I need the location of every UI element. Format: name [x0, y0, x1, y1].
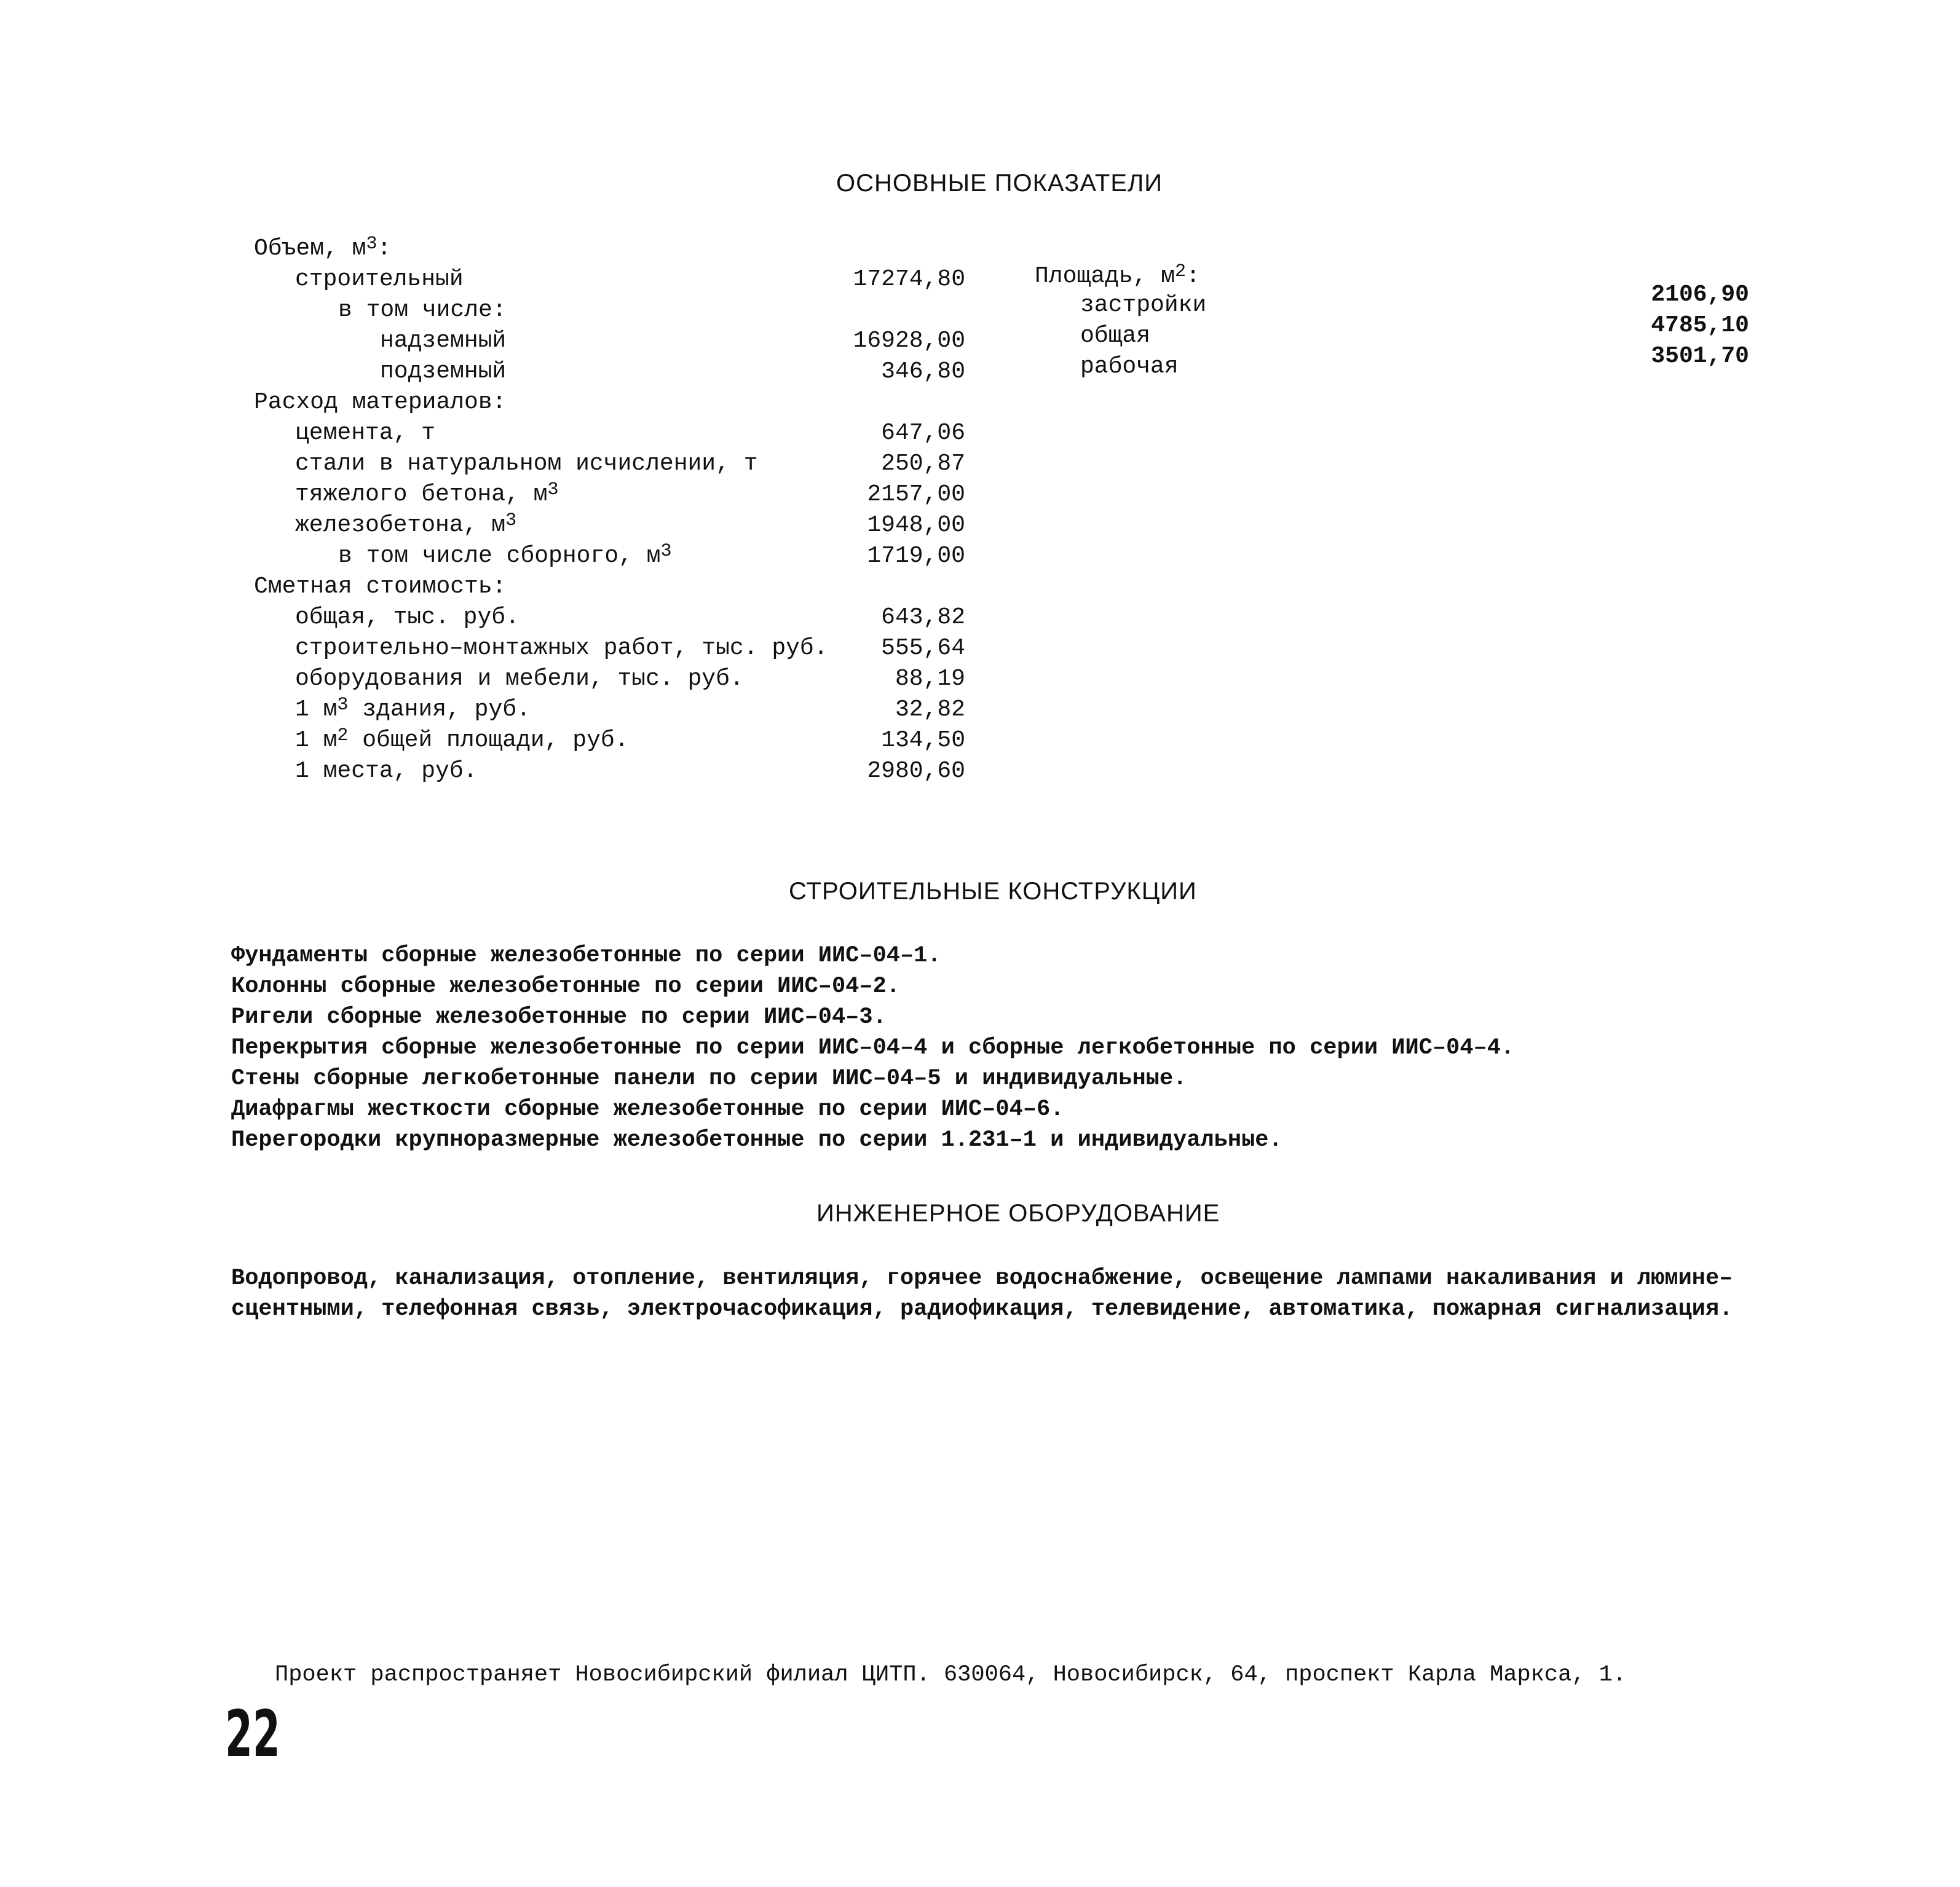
area-built-up-label: застройки — [1080, 292, 1207, 318]
materials-steel-label: стали в натуральном исчислении, т — [295, 451, 758, 477]
construction-line: Колонны сборные железобетонные по серии ИИС–04–2. — [231, 974, 900, 999]
area-label: Площадь, $м^2$: — [1035, 261, 1200, 290]
construction-line: Ригели сборные железобетонные по серии ИИС–04–3. — [231, 1004, 887, 1030]
cost-total-label: общая, тыс. руб. — [295, 604, 520, 631]
volume-above-ground-value: 16928,00 — [853, 328, 965, 354]
volume-above-ground-label: надземный — [380, 328, 507, 354]
cost-equipment-value: 88,19 — [895, 666, 965, 692]
area-working-label: рабочая — [1080, 353, 1179, 380]
materials-heavy-concrete-label: тяжелого бетона, $м^3$ — [295, 479, 559, 508]
volume-construction-label: строительный — [295, 266, 464, 293]
materials-steel-value: 250,87 — [881, 451, 965, 477]
area-total-label: общая — [1080, 323, 1151, 349]
materials-reinforced-concrete-value: 1948,00 — [867, 512, 965, 538]
engineering-heading: ИНЖЕНЕРНОЕ ОБОРУДОВАНИЕ — [816, 1200, 1220, 1227]
materials-prefab-value: 1719,00 — [867, 543, 965, 569]
volume-including-label: в том числе: — [338, 297, 507, 323]
construction-line: Диафрагмы жесткости сборные железобетонные по серии ИИС–04–6. — [231, 1097, 1064, 1122]
materials-reinforced-concrete-label: железобетона, $м^3$ — [295, 510, 517, 538]
cost-per-place-value: 2980,60 — [867, 758, 965, 784]
materials-heavy-concrete-value: 2157,00 — [867, 481, 965, 508]
cost-construction-work-label: строительно–монтажных работ, тыс. руб. — [295, 635, 828, 661]
construction-line: Перекрытия сборные железобетонные по серии ИИС–04–4 и сборные легкобетонные по серии ИИС–04–4. — [231, 1035, 1515, 1061]
construction-line: Фундаменты сборные железобетонные по серии ИИС–04–1. — [231, 943, 941, 969]
cost-per-m3-value: 32,82 — [895, 696, 965, 723]
cost-per-place-label: 1 места, руб. — [295, 758, 478, 784]
construction-line: Перегородки крупноразмерные железобетонные по серии 1.231–1 и индивидуальные. — [231, 1127, 1282, 1153]
main-indicators-heading: ОСНОВНЫЕ ПОКАЗАТЕЛИ — [836, 170, 1163, 197]
constructions-heading: СТРОИТЕЛЬНЫЕ КОНСТРУКЦИИ — [789, 878, 1197, 905]
engineering-line: Водопровод, канализация, отопление, вентиляция, горячее водоснабжение, освещение лампами накаливания и люмине– — [231, 1266, 1733, 1291]
materials-cement-value: 647,06 — [881, 420, 965, 446]
cost-per-m3-label: 1 $м^3$ здания, руб. — [295, 695, 531, 723]
cost-construction-work-value: 555,64 — [881, 635, 965, 661]
construction-line: Стены сборные легкобетонные панели по серии ИИС–04–5 и индивидуальные. — [231, 1066, 1187, 1092]
cost-equipment-label: оборудования и мебели, тыс. руб. — [295, 666, 744, 692]
volume-underground-label: подземный — [380, 358, 507, 385]
materials-cement-label: цемента, т — [295, 420, 436, 446]
cost-per-m2-value: 134,50 — [881, 727, 965, 754]
materials-prefab-label: в том числе сборного, $м^3$ — [338, 541, 672, 569]
cost-label: Сметная стоимость: — [254, 573, 507, 600]
area-working-value: 3501,70 — [1651, 343, 1749, 369]
materials-label: Расход материалов: — [254, 389, 507, 416]
area-built-up-value: 2106,90 — [1651, 282, 1749, 308]
volume-label: Объем, $м^3$: — [254, 234, 392, 262]
cost-total-value: 643,82 — [881, 604, 965, 631]
volume-construction-value: 17274,80 — [853, 266, 965, 293]
area-total-value: 4785,10 — [1651, 312, 1749, 339]
page-number: 22 — [225, 1696, 280, 1771]
engineering-line: сцентными, телефонная связь, электрочасофикация, радиофикация, телевидение, автоматика, пожарная сигнализация. — [231, 1296, 1733, 1322]
volume-underground-value: 346,80 — [881, 358, 965, 385]
footer-distributor: Проект распространяет Новосибирский филиал ЦИТП. 630064, Новосибирск, 64, проспект Карла Маркса, 1. — [275, 1662, 1627, 1688]
cost-per-m2-label: 1 $м^2$ общей площади, руб. — [295, 725, 629, 754]
